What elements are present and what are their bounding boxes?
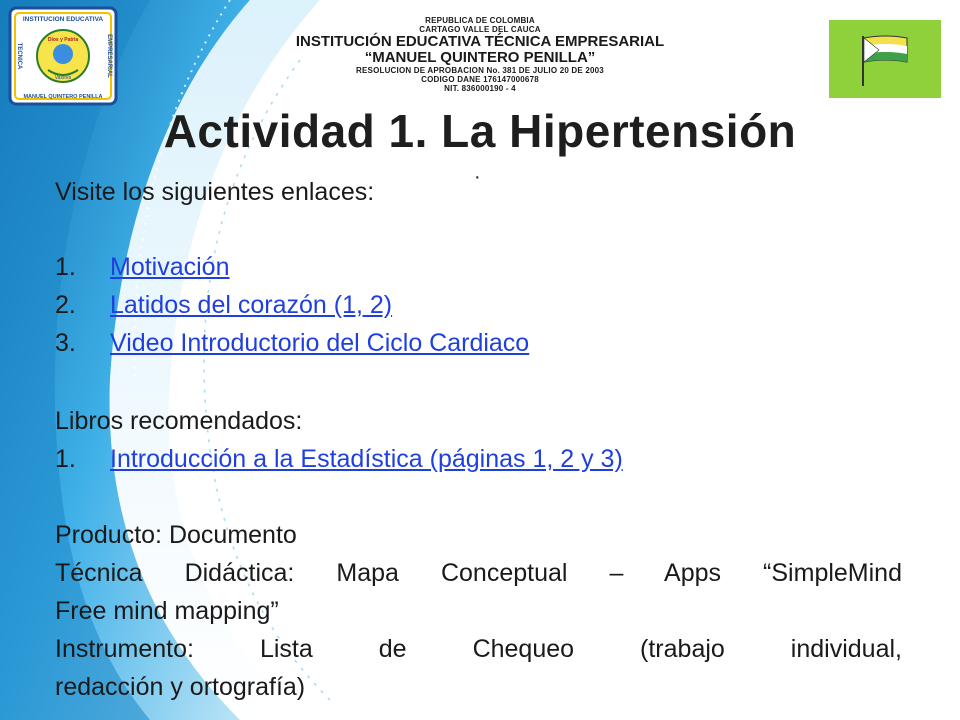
- header-school-name: “MANUEL QUINTERO PENILLA”: [364, 49, 596, 66]
- link-number: 3.: [55, 329, 76, 357]
- header-resolution: RESOLUCION DE APROBACION No. 381 DE JULIO 20 DE 2003: [356, 66, 604, 75]
- header-city: CARTAGO VALLE DEL CAUCA: [419, 25, 541, 34]
- instrument-text-line1: Instrumento: Lista de Chequeo (trabajo individual,: [55, 635, 902, 663]
- flag-box: [829, 20, 941, 98]
- institution-header: [200, 16, 760, 93]
- header-dane-code: CODIGO DANE 176147000678: [421, 75, 539, 84]
- instrument-text-line2: redacción y ortografía): [55, 673, 306, 701]
- logo-motto: Dios y Patria: [47, 37, 79, 43]
- school-logo: [8, 6, 118, 106]
- book-number: 1.: [55, 445, 76, 473]
- logo-right-text: EMPRESARIAL: [106, 34, 112, 78]
- link-latidos-corazon[interactable]: Latidos del corazón (1, 2): [110, 291, 393, 319]
- link-number: 1.: [55, 253, 76, 281]
- books-heading: Libros recomendados:: [55, 407, 303, 435]
- link-introduccion-estadistica[interactable]: Introducción a la Estadística (páginas 1, 2 y 3): [110, 445, 623, 473]
- intro-text: Visite los siguientes enlaces:: [55, 178, 375, 206]
- logo-top-text: INSTITUCION EDUCATIVA: [22, 16, 104, 23]
- technique-text-line1: Técnica Didáctica: Mapa Conceptual – Apps “SimpleMind: [55, 559, 902, 587]
- link-motivacion[interactable]: Motivación: [110, 253, 230, 281]
- header-nit: NIT. 836000190 - 4: [444, 84, 516, 93]
- header-country: REPUBLICA DE COLOMBIA: [425, 16, 535, 25]
- flag-icon: [829, 20, 941, 98]
- product-text: Producto: Documento: [55, 521, 297, 549]
- technique-text-line2: Free mind mapping”: [55, 597, 279, 625]
- logo-values: Valores: [54, 75, 72, 81]
- logo-bottom-text: MANUEL QUINTERO PENILLA: [23, 94, 103, 100]
- link-number: 2.: [55, 291, 76, 319]
- logo-left-text: TECNICA: [16, 42, 22, 70]
- link-video-ciclo-cardiaco[interactable]: Video Introductorio del Ciclo Cardiaco: [110, 329, 530, 357]
- stray-dot: ·: [474, 166, 481, 188]
- header-institution: INSTITUCIÓN EDUCATIVA TÉCNICA EMPRESARIAL: [295, 33, 665, 50]
- slide-title: Actividad 1. La Hipertensión: [163, 105, 797, 157]
